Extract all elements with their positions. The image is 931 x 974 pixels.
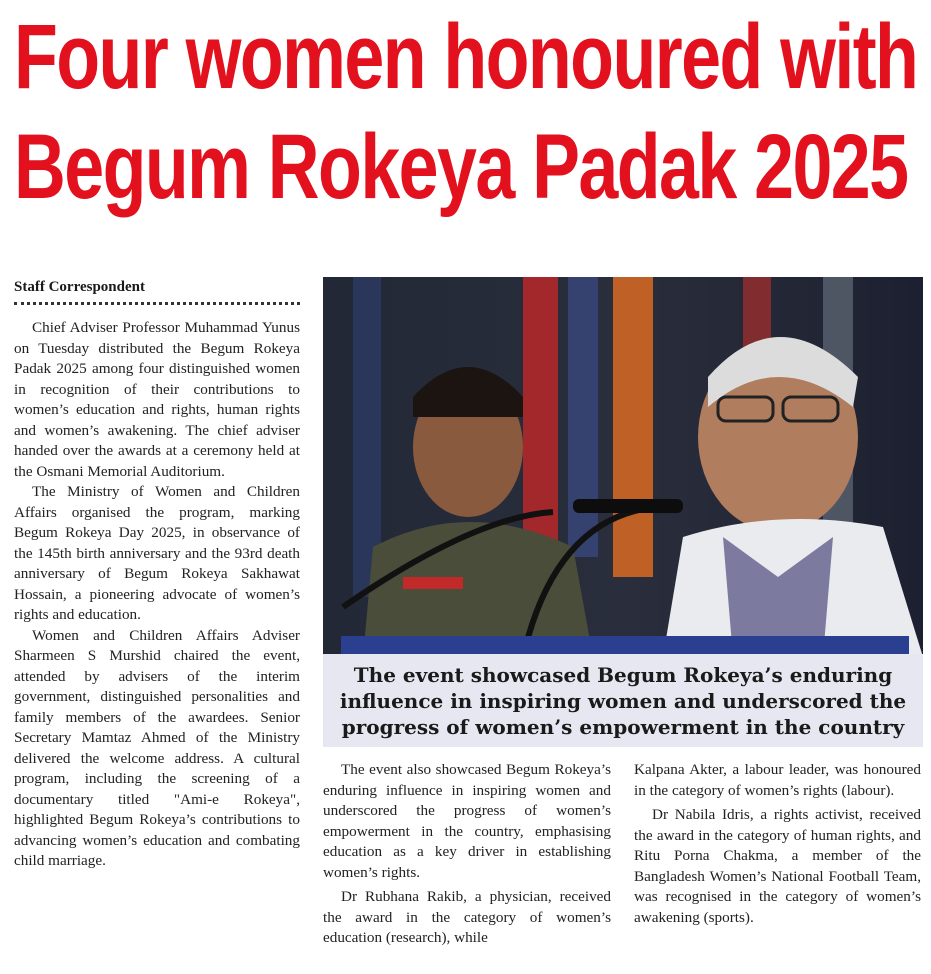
photo-caption: The event showcased Begum Rokeya’s enduring influence in inspiring women and underscored the progress of women’s empowerment in the country: [323, 654, 923, 747]
article-column-3: [634, 760, 921, 932]
paragraph: Chief Adviser Professor Muhammad Yunus on Tuesday distributed the Begum Rokeya Padak 2025 among four distinguished women in recognition of their contributions to women’s education and rights, human rights and women’s awakening. The chief adviser handed over the awards at a ceremony held at the Osmani Memorial Auditorium.: [14, 319, 300, 480]
article-column-2: [323, 760, 611, 953]
headline-line-1: Four women honoured with: [14, 6, 918, 108]
paragraph: The Ministry of Women and Children Affairs organised the program, marking Begum Rokeya Day 2025, in observance of the 145th birth anniversary and the 93rd death anniversary of Begum Rokeya Sakhawat Hossain, a pioneering advocate of women’s rights and education.: [14, 483, 300, 623]
headline-line-2: Begum Rokeya Padak 2025: [14, 116, 908, 218]
paragraph: Dr Rubhana Rakib, a physician, received the award in the category of women’s education (research), while: [323, 888, 611, 946]
paragraph: Kalpana Akter, a labour leader, was honoured in the category of women’s rights (labour).: [634, 761, 921, 799]
article-column-1: [14, 318, 300, 872]
photo-illustration: [323, 277, 923, 657]
caption-band: [341, 636, 909, 654]
paragraph: Dr Nabila Idris, a rights activist, received the award in the category of human rights, and Ritu Porna Chakma, a member of the Bangladesh Women’s National Football Team, was recognised in the category of women’s awakening (sports).: [634, 806, 921, 926]
byline: Staff Correspondent: [14, 279, 300, 305]
news-photo: [323, 277, 923, 657]
headline: [14, 2, 918, 222]
paragraph: The event also showcased Begum Rokeya’s enduring influence in inspiring women and underscored the progress of women’s empowerment in the country, emphasising education as a key driver in establishing women’s rights.: [323, 761, 611, 881]
paragraph: Women and Children Affairs Adviser Sharmeen S Murshid chaired the event, attended by advisers of the interim government, distinguished personalities and family members of the awardees. Senior Secretary Mamtaz Ahmed of the Ministry delivered the welcome address. A cultural program, including the screening of a documentary titled "Ami-e Rokeya", highlighted Begum Rokeya’s contributions to advancing women’s education and combating child marriage.: [14, 626, 300, 869]
